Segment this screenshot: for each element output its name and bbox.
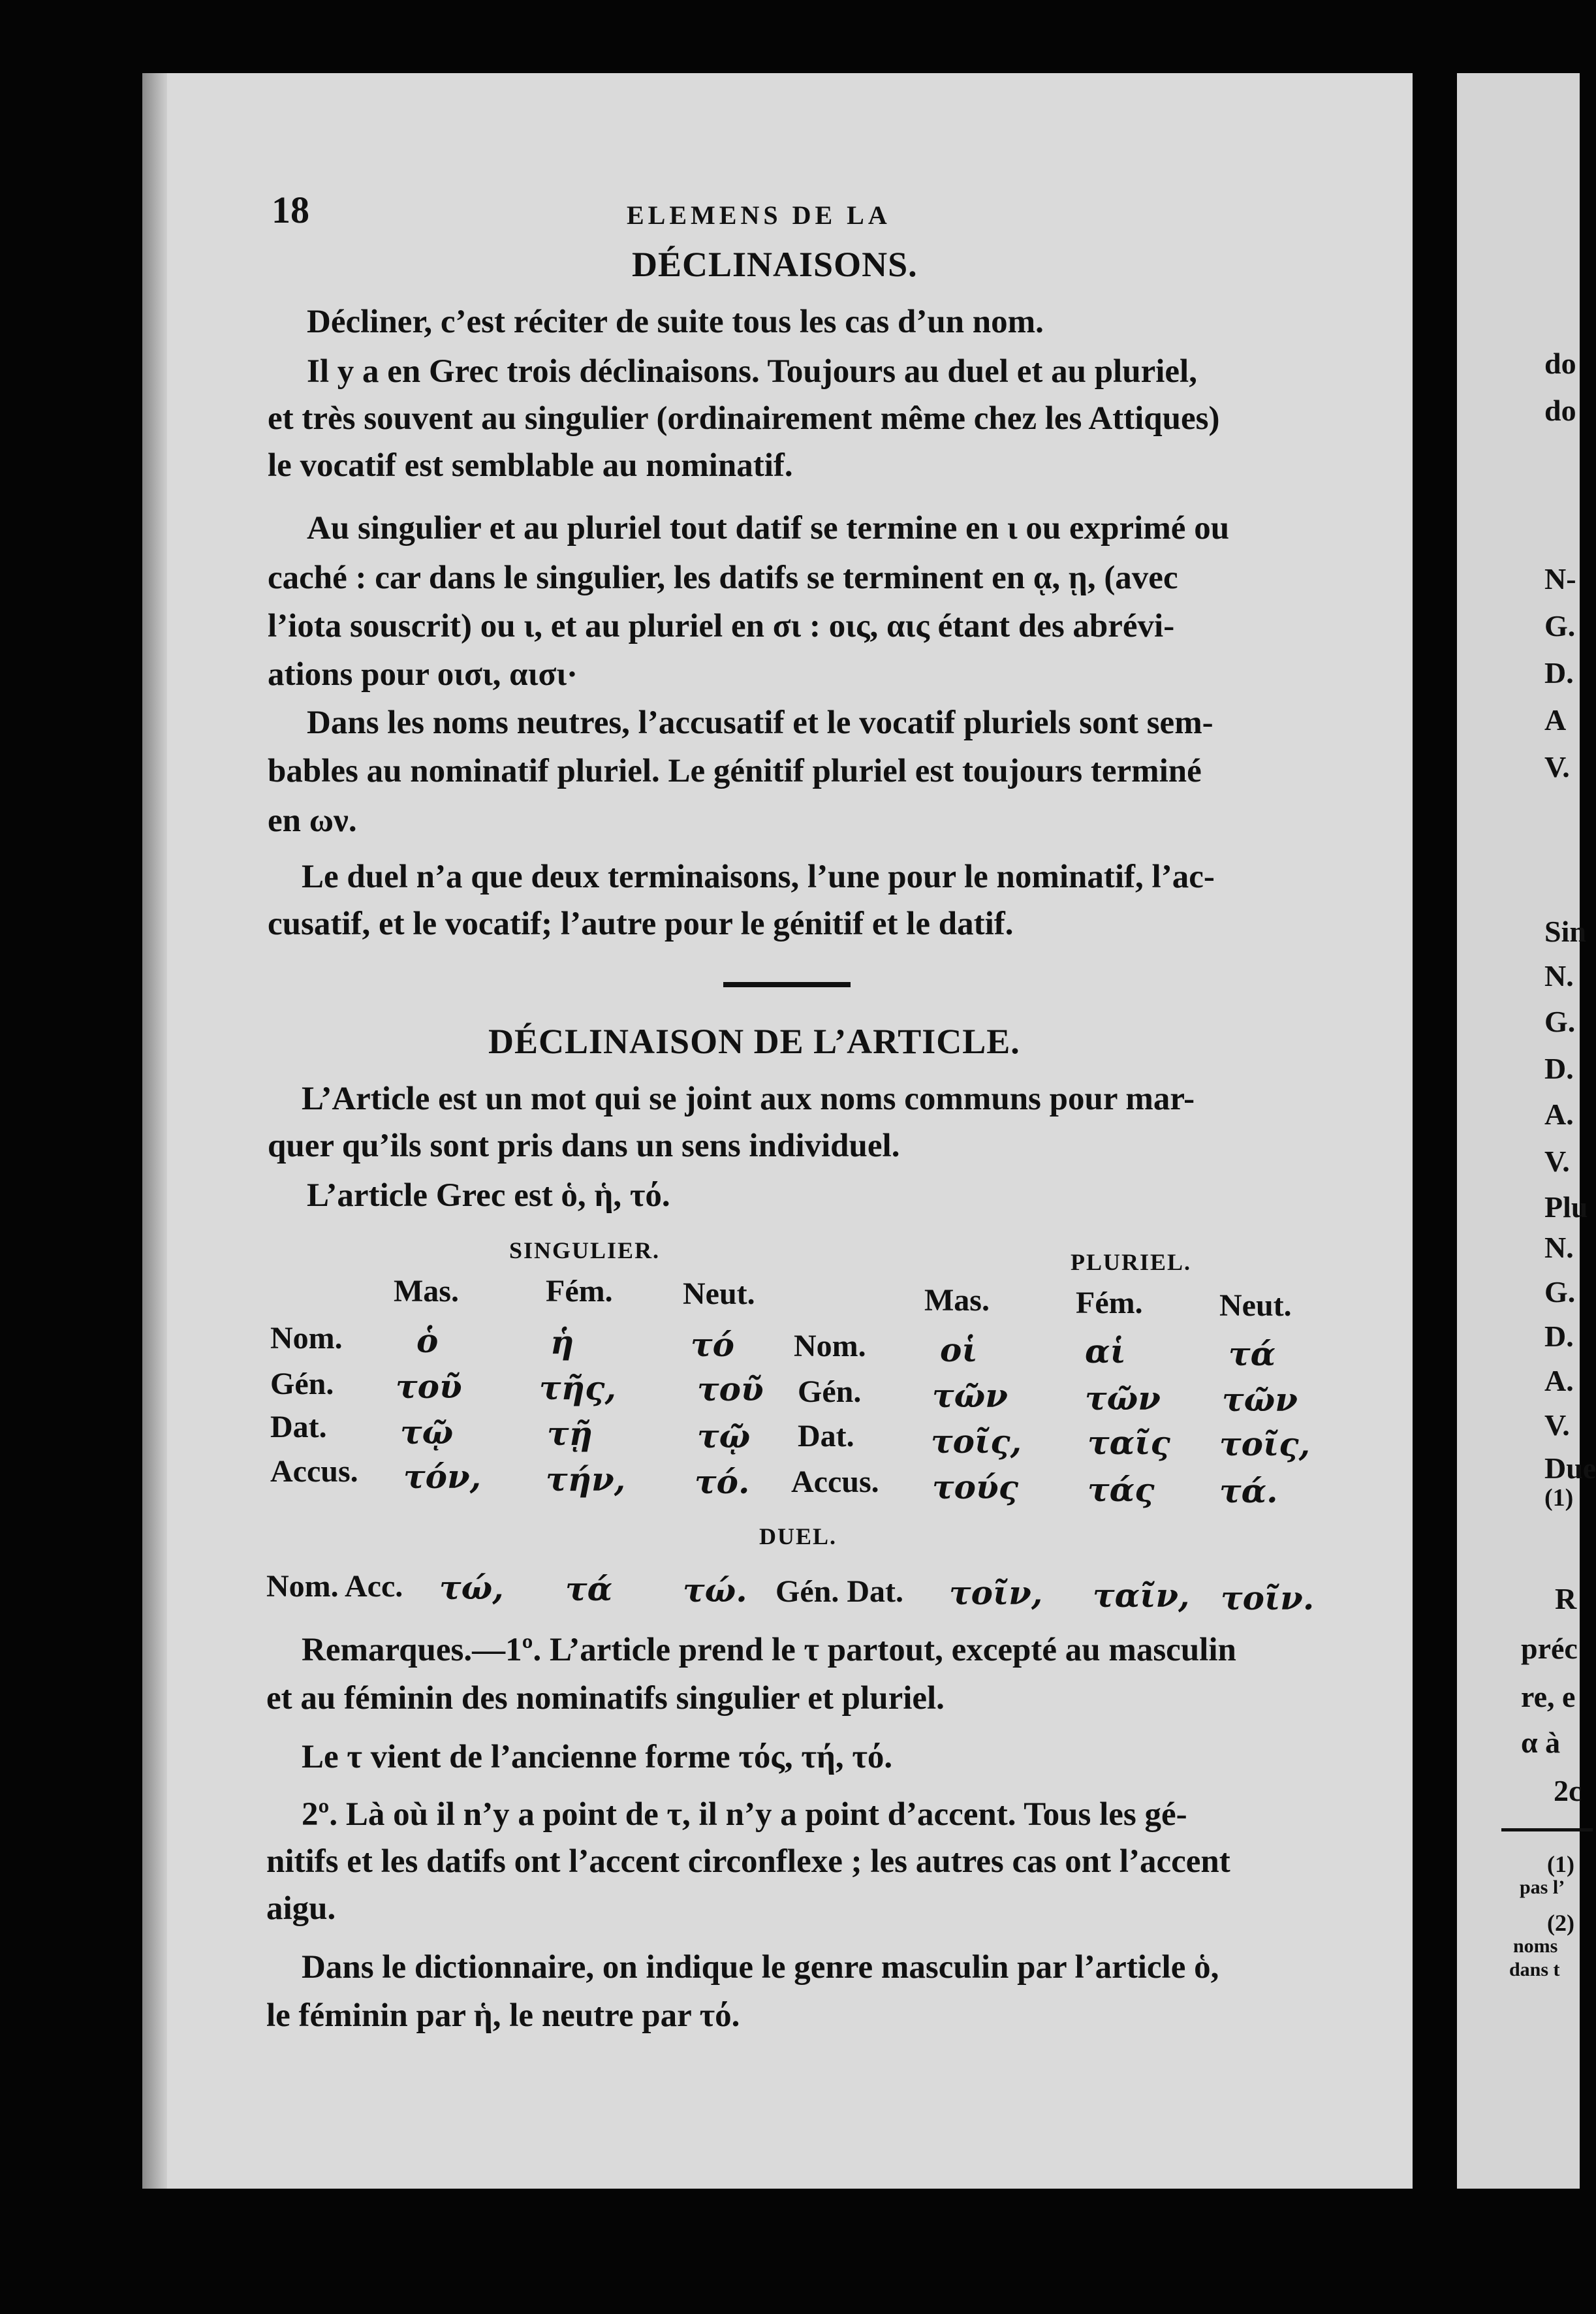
form-cell: τῶν [1085,1379,1161,1418]
dual-label: DUEL. [759,1523,837,1549]
dual-label-gen-dat: Gén. Dat. [775,1574,903,1609]
body-line: Le τ vient de l’ancienne forme τός, τή, τό. [302,1739,893,1775]
body-line: en ων. [268,802,357,839]
form-cell: τώ. [683,1571,747,1609]
adjacent-page-edge [1457,73,1596,2189]
fragment: do [1544,347,1576,380]
fragment: R [1555,1582,1577,1615]
case-label: Dat. [798,1419,854,1453]
form-cell: τῶν [932,1376,1008,1415]
body-line: Il y a en Grec trois déclinaisons. Toujours au duel et au pluriel, [307,353,1197,390]
page-number: 18 [272,189,309,231]
case-label: Nom. [794,1329,866,1363]
fragment: dans t [1509,1959,1560,1980]
fragment: G. [1544,1275,1576,1308]
section-title-article: DÉCLINAISON DE L’ARTICLE. [488,1022,1020,1061]
form-cell: τόν, [403,1457,482,1496]
fragment: N. [1544,959,1574,992]
form-cell: τό. [695,1463,750,1501]
form-cell: τά [1228,1335,1276,1373]
header-mas-plural: Mas. [924,1283,990,1318]
fragment: V. [1544,1408,1570,1442]
body-line: bables au nominatif pluriel. Le génitif pluriel est toujours terminé [268,753,1202,789]
fragment: (1) [1544,1484,1574,1512]
form-cell: τῷ [697,1417,751,1455]
plural-label: PLURIEL. [1071,1249,1192,1275]
header-neut-singular: Neut. [683,1276,755,1311]
form-cell: τῇ [547,1414,593,1453]
form-cell: τοῖν, [949,1574,1043,1612]
form-cell: τοῖν. [1221,1579,1315,1617]
fragment: N- [1544,562,1576,595]
form-cell: τώ, [439,1568,504,1607]
form-cell: τῷ [400,1413,454,1451]
case-label: Dat. [270,1410,327,1444]
case-label: Nom. [270,1321,343,1355]
body-line: caché : car dans le singulier, les datifs se terminent en ᾳ, ῃ, (avec [268,560,1178,596]
body-line: Décliner, c’est réciter de suite tous les cas d’un nom. [307,304,1044,340]
section-divider-rule [723,982,851,987]
case-label: Accus. [270,1454,358,1489]
fragment: (1) [1547,1851,1574,1877]
page-gutter-shadow [142,73,167,2189]
fragment: Sin [1544,915,1586,948]
section-title-declinaisons: DÉCLINAISONS. [632,245,918,284]
fragment: préc [1521,1632,1578,1665]
body-line: Au singulier et au pluriel tout datif se termine en ι ou exprimé ou [307,510,1230,547]
fragment: D. [1544,656,1574,689]
form-cell: τά. [1219,1472,1278,1510]
fragment: Due [1544,1451,1596,1485]
body-line: 2º. Là où il n’y a point de τ, il n’y a point d’accent. Tous les gé- [302,1796,1187,1833]
case-label: Gén. [270,1367,334,1401]
footnote-rule [1501,1828,1593,1831]
form-cell: τῆς, [539,1369,616,1407]
fragment: A [1544,703,1567,737]
header-fem-plural: Fém. [1076,1286,1143,1320]
case-label: Gén. [798,1374,862,1409]
fragment: noms [1513,1935,1558,1957]
body-line: et très souvent au singulier (ordinairement même chez les Attiques) [268,400,1220,437]
fragment: G. [1544,609,1576,642]
fragment: V. [1544,1145,1570,1178]
body-line: le féminin par ἡ, le neutre par τό. [266,1997,740,2034]
fragment: D. [1544,1320,1574,1353]
fragment: do [1544,394,1576,427]
book-page [142,73,1413,2189]
form-cell: αἱ [1085,1332,1126,1371]
fragment: 2c [1554,1774,1582,1807]
form-cell: ταῖς [1087,1423,1170,1462]
body-line: l’iota souscrit) ou ι, et au pluriel en σι : οις, αις étant des abrévi- [268,608,1175,644]
body-line: L’Article est un mot qui se joint aux noms communs pour mar- [302,1081,1195,1117]
fragment: A. [1544,1364,1574,1397]
fragment: V. [1544,750,1570,784]
case-label: Accus. [791,1465,879,1499]
fragment: α à [1521,1726,1561,1759]
body-line: cusatif, et le vocatif; l’autre pour le génitif et le datif. [268,906,1014,942]
fragment: G. [1544,1005,1576,1038]
fragment: (2) [1547,1910,1574,1936]
form-cell: τῶν [1222,1380,1298,1419]
form-cell: τοῖς, [931,1422,1022,1461]
body-line: le vocatif est semblable au nominatif. [268,447,793,484]
body-line: aigu. [266,1890,336,1927]
form-cell: τό [691,1325,734,1364]
body-line: quer qu’ils sont pris dans un sens individuel. [268,1128,900,1164]
running-title: ELEMENS DE LA [627,200,891,230]
fragment: re, e [1521,1680,1576,1713]
form-cell: τάς [1087,1470,1155,1509]
fragment: D. [1544,1052,1574,1085]
form-cell: ἡ [550,1323,574,1361]
form-cell: τοῦ [396,1367,462,1406]
form-cell: τά [565,1570,613,1608]
form-cell: οἱ [940,1331,978,1369]
body-line: L’article Grec est ὁ, ἡ, τό. [307,1177,670,1214]
fragment: pas l’ [1520,1877,1565,1898]
form-cell: τούς [932,1468,1019,1506]
header-fem-singular: Fém. [546,1274,613,1308]
body-line: et au féminin des nominatifs singulier et pluriel. [266,1680,945,1717]
form-cell: ταῖν, [1093,1576,1190,1615]
fragment: Plu [1544,1190,1588,1224]
body-line: Le duel n’a que deux terminaisons, l’une pour le nominatif, l’ac- [302,859,1215,895]
fragment: N. [1544,1231,1574,1264]
form-cell: τοῦ [697,1370,764,1408]
form-cell: τήν, [546,1460,626,1498]
header-neut-plural: Neut. [1219,1288,1292,1323]
singular-label: SINGULIER. [509,1237,661,1263]
dual-label-nom-acc: Nom. Acc. [266,1569,403,1604]
fragment: A. [1544,1098,1574,1131]
body-line: Dans le dictionnaire, on indique le genre masculin par l’article ὁ, [302,1949,1219,1986]
body-line: ations pour οισι, αισι· [268,656,578,693]
body-line: nitifs et les datifs ont l’accent circonflexe ; les autres cas ont l’accent [266,1843,1230,1880]
form-cell: ὁ [416,1322,439,1360]
body-line: Remarques.—1º. L’article prend le τ partout, excepté au masculin [302,1632,1236,1668]
header-mas-singular: Mas. [394,1274,459,1308]
body-line: Dans les noms neutres, l’accusatif et le vocatif pluriels sont sem- [307,705,1213,741]
form-cell: τοῖς, [1219,1425,1311,1463]
